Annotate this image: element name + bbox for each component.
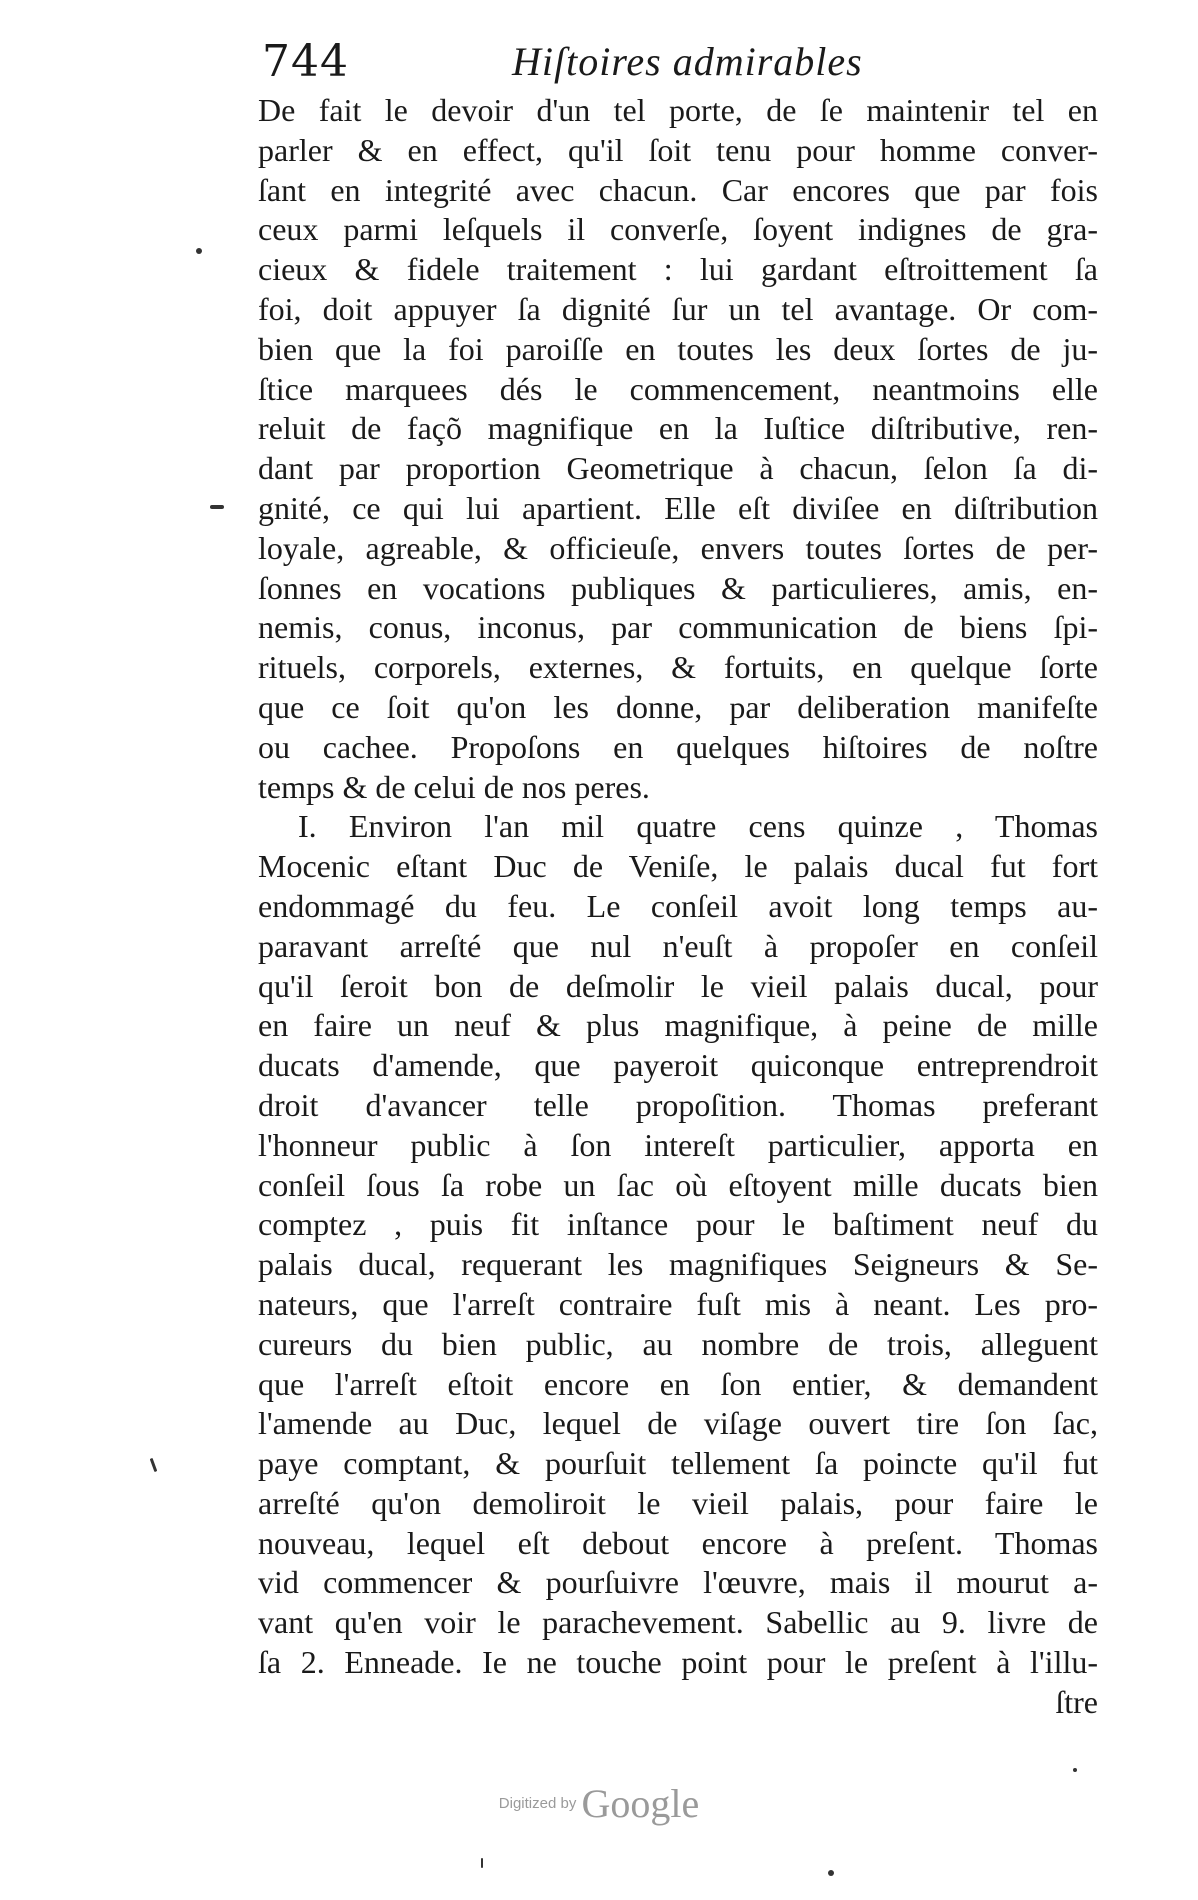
text-line: ſant en integrité avec chacun. Car encores que par fois [258, 171, 1098, 208]
text-line: ou cachee. Propoſons en quelques hiſtoires de noſtre [258, 728, 1098, 765]
text-line: conſeil ſous ſa robe un ſac où eſtoyent mille ducats bien [258, 1166, 1098, 1203]
body-text [258, 91, 1098, 1723]
text-line: vid commencer & pourſuivre l'œuvre, mais il mourut a- [258, 1564, 1098, 1601]
text-line: gnité, ce qui lui apartient. Elle eſt diviſee en diſtribution [258, 489, 1098, 526]
text-line: ſtice marquees dés le commencement, neantmoins elle [258, 370, 1098, 407]
page-number: 744 [262, 36, 349, 87]
text-line: nouveau, lequel eſt debout encore à preſent. Thomas [258, 1524, 1098, 1561]
text-line: droit d'avancer telle propoſition. Thomas preferant [258, 1086, 1098, 1123]
digitized-by-label: Digitized by [498, 1795, 577, 1812]
text-line: palais ducal, requerant les magnifiques Seigneurs & Se- [258, 1246, 1098, 1283]
text-line: I. Environ l'an mil quatre cens quinze , Thomas [298, 808, 1098, 845]
text-line: foi, doit appuyer ſa dignité ſur un tel avantage. Or com- [258, 290, 1098, 327]
text-line: Mocenic eſtant Duc de Veniſe, le palais ducal fut fort [258, 848, 1098, 885]
margin-speck [828, 1870, 834, 1876]
text-line: que l'arreſt eſtoit encore en ſon entier, & demandent [258, 1365, 1098, 1402]
margin-speck [1073, 1768, 1077, 1772]
text-line: vant qu'en voir le parachevement. Sabellic au 9. livre de [258, 1604, 1098, 1641]
text-line: nateurs, que l'arreſt contraire fuſt mis à neant. Les pro- [258, 1285, 1098, 1322]
text-line: ſonnes en vocations publiques & particulieres, amis, en- [258, 569, 1098, 606]
text-line: endommagé du feu. Le conſeil avoit long temps au- [258, 887, 1098, 924]
text-line: loyale, agreable, & officieuſe, envers toutes ſortes de per- [258, 529, 1098, 566]
running-title: Hiſtoires admirables [512, 39, 863, 84]
text-line: rituels, corporels, externes, & fortuits, en quelque ſorte [258, 649, 1098, 686]
text-line: nemis, conus, inconus, par communication de biens ſpi- [258, 609, 1098, 646]
catchword: ſtre [1055, 1683, 1098, 1720]
text-line: ſa 2. Enneade. Ie ne touche point pour le preſent à l'illu- [258, 1644, 1098, 1681]
margin-dash [210, 505, 224, 509]
text-line: comptez , puis fit inſtance pour le baſtiment neuf du [258, 1206, 1098, 1243]
text-line: bien que la foi paroiſſe en toutes les deux ſortes de ju- [258, 330, 1098, 367]
text-line: l'honneur public à ſon intereſt particulier, apporta en [258, 1126, 1098, 1163]
text-line: en faire un neuf & plus magnifique, à peine de mille [258, 1007, 1098, 1044]
digitized-by-stamp [0, 1780, 1198, 1827]
text-line: arreſté qu'on demoliroit le vieil palais, pour faire le [258, 1484, 1098, 1521]
text-line: reluit de façõ magnifique en la Iuſtice diſtributive, ren- [258, 410, 1098, 447]
text-line: qu'il ſeroit bon de deſmolir le vieil palais ducal, pour [258, 967, 1098, 1004]
text-line: parler & en effect, qu'il ſoit tenu pour homme conver- [258, 131, 1098, 168]
text-line: l'amende au Duc, lequel de viſage ouvert tire ſon ſac, [258, 1405, 1098, 1442]
google-logo: Google [581, 1781, 700, 1826]
text-line: De fait le devoir d'un tel porte, de ſe maintenir tel en [258, 92, 1098, 128]
text-line: ducats d'amende, que payeroit quiconque entreprendroit [258, 1047, 1098, 1084]
text-line: cieux & fidele traitement : lui gardant eſtroittement ſa [258, 251, 1098, 288]
text-line: que ce ſoit qu'on les donne, par deliberation manifeſte [258, 688, 1098, 725]
text-line: paravant arreſté que nul n'euſt à propoſer en conſeil [258, 927, 1098, 964]
text-line: dant par proportion Geometrique à chacun, ſelon ſa di- [258, 450, 1098, 487]
running-head [262, 36, 1092, 92]
margin-speck [481, 1858, 483, 1868]
text-line: cureurs du bien public, au nombre de trois, alleguent [258, 1325, 1098, 1362]
margin-speck [150, 1458, 158, 1472]
text-line: temps & de celui de nos peres. [258, 768, 650, 805]
margin-speck [196, 248, 202, 254]
text-line: ceux parmi leſquels il converſe, ſoyent indignes de gra- [258, 211, 1098, 248]
text-line: paye comptant, & pourſuit tellement ſa poincte qu'il fut [258, 1445, 1098, 1482]
